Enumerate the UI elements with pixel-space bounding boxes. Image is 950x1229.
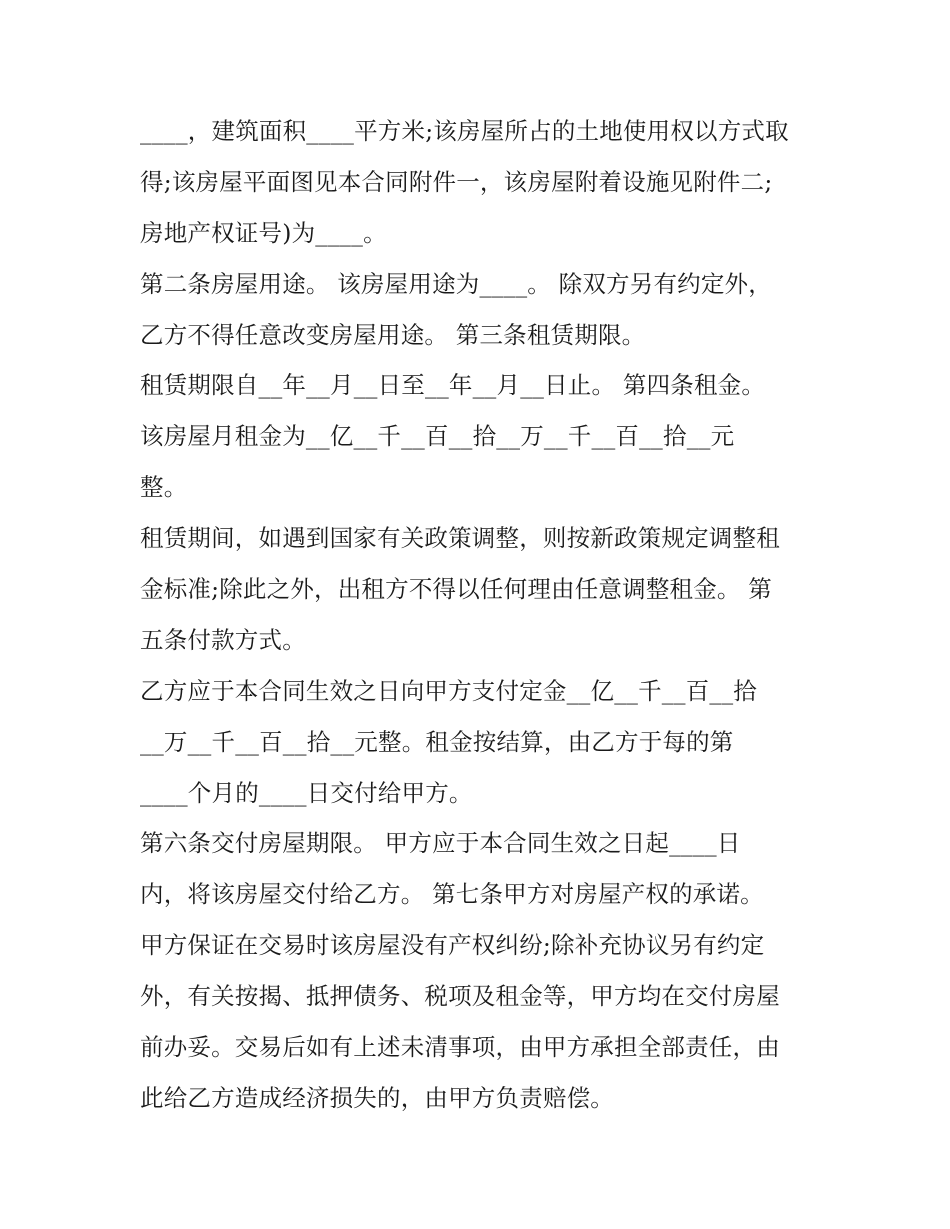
- text-line: 房地产权证号)为____。: [140, 218, 387, 247]
- text-line: ____，建筑面积____平方米;该房屋所占的土地使用权以方式取: [140, 117, 789, 145]
- text-line: 租赁期间，如遇到国家有关政策调整，则按新政策规定调整租: [140, 524, 780, 553]
- text-line: 整。: [140, 473, 188, 502]
- text-line: 甲方保证在交易时该房屋没有产权纠纷;除补充协议另有约定: [140, 931, 765, 960]
- text-line: 外，有关按揭、抵押债务、税项及租金等，甲方均在交付房屋: [140, 982, 780, 1011]
- contract-text: [140, 106, 840, 1124]
- text-line: 乙方应于本合同生效之日向甲方支付定金__亿__千__百__拾: [140, 676, 757, 705]
- text-line: 金标准;除此之外，出租方不得以任何理由任意调整租金。 第: [140, 575, 772, 604]
- text-line: 五条付款方式。: [140, 625, 306, 654]
- text-line: 得;该房屋平面图见本合同附件一，该房屋附着设施见附件二;: [140, 167, 773, 196]
- text-line: 乙方不得任意改变房屋用途。 第三条租赁期限。: [140, 320, 646, 349]
- text-line: ____个月的____日交付给甲方。: [140, 778, 473, 807]
- text-line: 此给乙方造成经济损失的，由甲方负责赔偿。: [140, 1083, 614, 1112]
- text-line: 前办妥。交易后如有上述未清事项，由甲方承担全部责任，由: [140, 1033, 780, 1062]
- text-line: 第二条房屋用途。 该房屋用途为____。 除双方另有约定外，: [140, 269, 772, 298]
- text-line: 该房屋月租金为__亿__千__百__拾__万__千__百__拾__元: [140, 422, 735, 451]
- text-line: 租赁期限自__年__月__日至__年__月__日止。 第四条租金。: [140, 371, 766, 400]
- text-line: 内，将该房屋交付给乙方。 第七条甲方对房屋产权的承诺。: [140, 880, 764, 909]
- text-line: 第六条交付房屋期限。 甲方应于本合同生效之日起____日: [140, 829, 741, 858]
- text-line: __万__千__百__拾__元整。租金按结算，由乙方于每的第: [140, 727, 734, 756]
